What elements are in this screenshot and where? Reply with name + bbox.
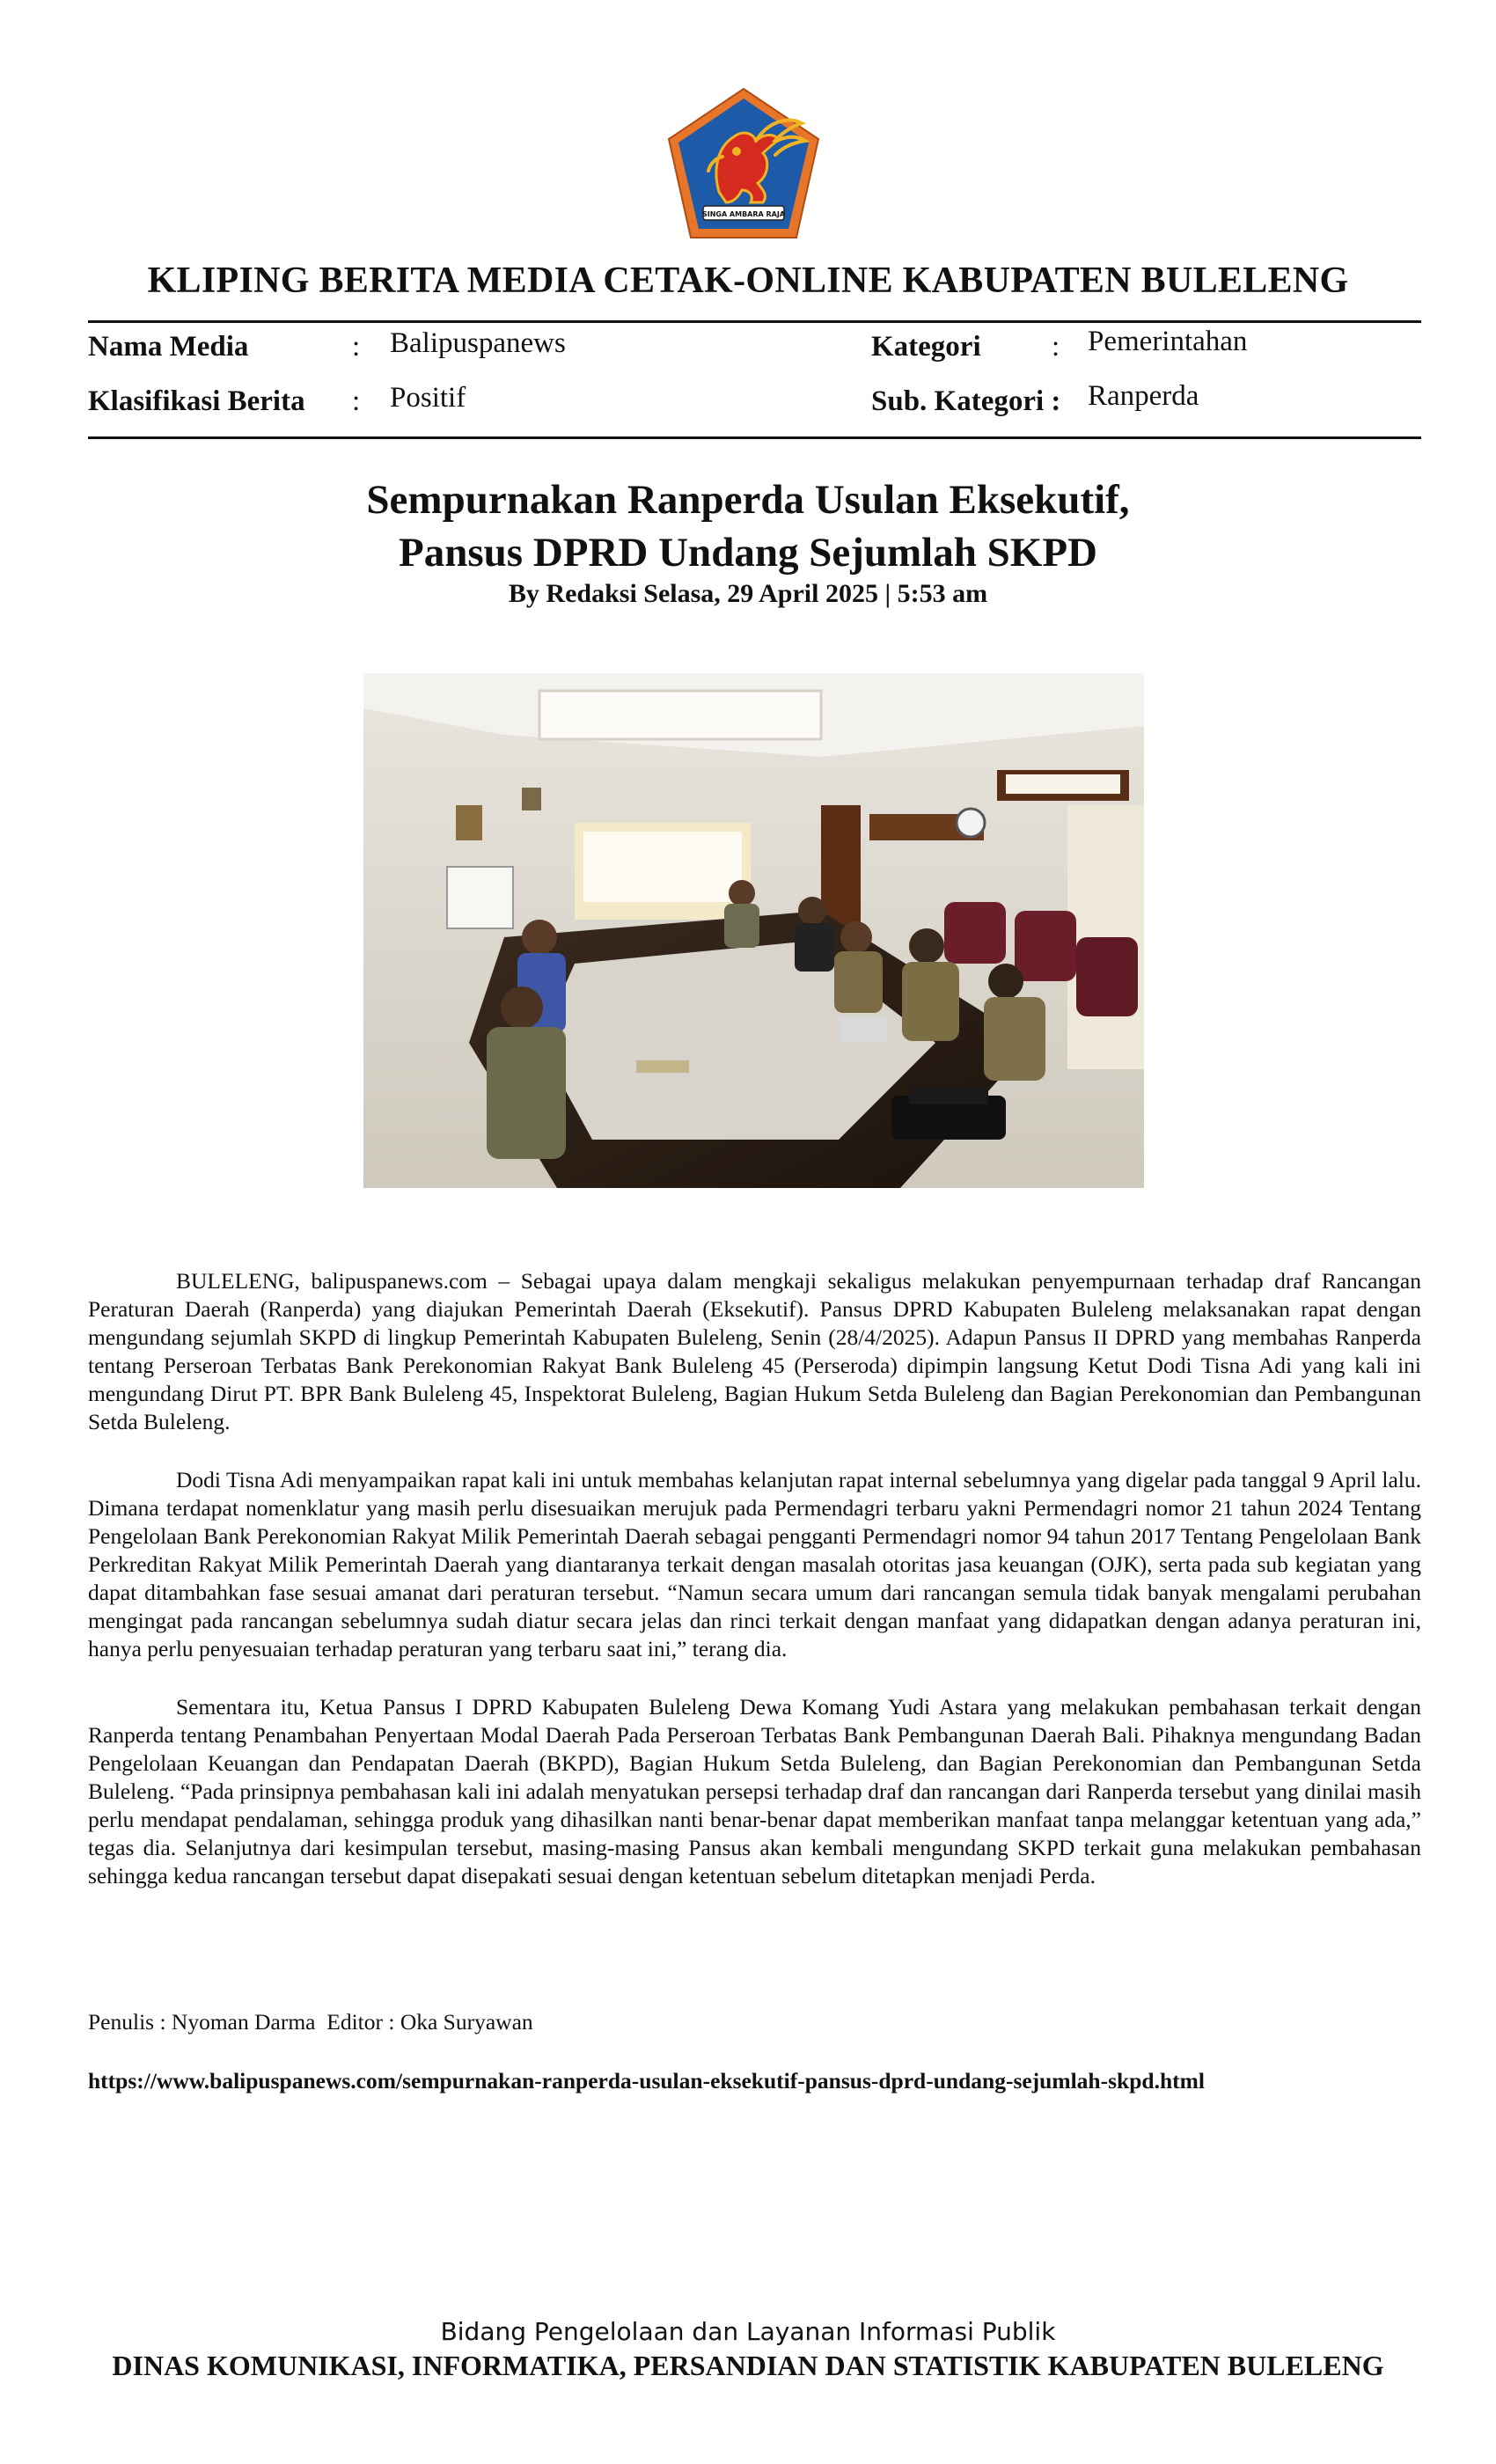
category-value: Pemerintahan (1088, 326, 1248, 357)
category-colon: : (1052, 331, 1060, 363)
classification-value: Positif (390, 382, 466, 414)
headline-line-1: Sempurnakan Ranperda Usulan Eksekutif, (366, 477, 1130, 523)
meeting-photo (363, 673, 1144, 1188)
kabupaten-buleleng-emblem (664, 86, 823, 240)
footer-division: Bidang Pengelolaan dan Layanan Informasi Publik (440, 2317, 1056, 2346)
article-credits: Penulis : Nyoman Darma Editor : Oka Suryawan (88, 2009, 533, 2035)
media-colon: : (352, 331, 361, 363)
category-label: Kategori (871, 331, 981, 363)
document-title: KLIPING BERITA MEDIA CETAK-ONLINE KABUPATEN BULELENG (147, 260, 1349, 301)
article-byline: By Redaksi Selasa, 29 April 2025 | 5:53 am (508, 579, 988, 608)
headline-line-2: Pansus DPRD Undang Sejumlah SKPD (399, 530, 1097, 576)
article-paragraph: BULELENG, balipuspanews.com – Sebagai upaya dalam mengkaji sekaligus melakukan penyempurnaan terhadap draf Rancangan Peraturan Daerah (Ranperda) yang diajukan Pemerintah Daerah (Eksekutif). Pansus DPRD Kabupaten Buleleng melaksanakan rapat dengan mengundang sejumlah SKPD di lingkup Pemerintah Kabupaten Buleleng, Senin (28/4/2025). Adapun Pansus II DPRD yang membahas Ranperda tentang Perseroan Terbatas Bank Perekonomian Rakyat Bank Buleleng 45 (Perseroda) dipimpin langsung Ketut Dodi Tisna Adi yang kali ini mengundang Dirut PT. BPR Bank Buleleng 45, Inspektorat Buleleng, Bagian Hukum Setda Buleleng dan Bagian Perekonomian dan Pembangunan Setda Buleleng. (88, 1268, 1421, 1434)
article-paragraph: Dodi Tisna Adi menyampaikan rapat kali ini untuk membahas kelanjutan rapat internal sebelumnya yang digelar pada tanggal 9 April lalu. Dimana terdapat nomenklatur yang masih perlu disesuaikan merujuk pada Permendagri terbaru yakni Permendagri nomor 21 tahun 2024 Tentang Pengelolaan Bank Perekonomian Rakyat Milik Pemerintah Daerah sebagai pengganti Permendagri nomor 94 tahun 2017 Tentang Pengelolaan Bank Perkreditan Rakyat Milik Pemerintah Daerah yang diantaranya terkait dengan masalah otoritas jasa keuangan (OJK), serta pada sub kegiatan yang dapat ditambahkan fase sesuai amanat dari peraturan tersebut. “Namun secara umum dari rancangan semula tidak banyak mengalami perubahan mengingat pada rancangan sebelumnya sudah diatur secara jelas dan rinci terkait dengan manfaat yang didapatkan dengan adanya peraturan ini, hanya perlu penyesuaian terhadap peraturan yang terbaru saat ini,” terang dia. (88, 1467, 1421, 1661)
source-url[interactable]: https://www.balipuspanews.com/sempurnakan-ranperda-usulan-eksekutif-pansus-dprd-undang-sejumlah-skpd.html (88, 2068, 1205, 2094)
article-body (88, 1267, 1421, 1920)
classification-label: Klasifikasi Berita (88, 385, 305, 417)
article-headline (176, 473, 1320, 579)
classification-colon: : (352, 385, 361, 417)
divider-top (88, 320, 1421, 323)
subcategory-value: Ranperda (1088, 380, 1199, 412)
emblem-motto: SINGA AMBARA RAJA (701, 210, 786, 218)
article-paragraph: Sementara itu, Ketua Pansus I DPRD Kabupaten Buleleng Dewa Komang Yudi Astara yang melakukan pembahasan terkait dengan Ranperda tentang Penambahan Penyertaan Modal Daerah Pada Perseroan Terbatas Bank Pembangunan Daerah Bali. Pihaknya mengundang Badan Pengelolaan Keuangan dan Pendapatan Daerah (BKPD), Bagian Hukum Setda Buleleng, dan Bagian Perekonomian dan Pembangunan Setda Buleleng. “Pada prinsipnya pembahasan kali ini adalah menyatukan persepsi terhadap draf dan rancangan dari Ranperda tersebut yang dinilai masih perlu mendapat pendalaman, sehingga produk yang dihasilkan nanti benar-benar dapat memberikan manfaat tanpa melanggar ketentuan yang ada,” tegas dia. Selanjutnya dari kesimpulan tersebut, masing-masing Pansus akan kembali mengundang SKPD terkait guna melakukan pembahasan sehingga kedua rancangan tersebut dapat disepakati sesuai dengan ketentuan sebelum ditetapkan menjadi Perda. (88, 1694, 1421, 1888)
divider-bottom (88, 436, 1421, 439)
footer-agency: DINAS KOMUNIKASI, INFORMATIKA, PERSANDIAN DAN STATISTIK KABUPATEN BULELENG (112, 2350, 1384, 2381)
media-value: Balipuspanews (390, 327, 566, 359)
subcategory-label: Sub. Kategori : (871, 385, 1061, 417)
media-label: Nama Media (88, 331, 249, 363)
